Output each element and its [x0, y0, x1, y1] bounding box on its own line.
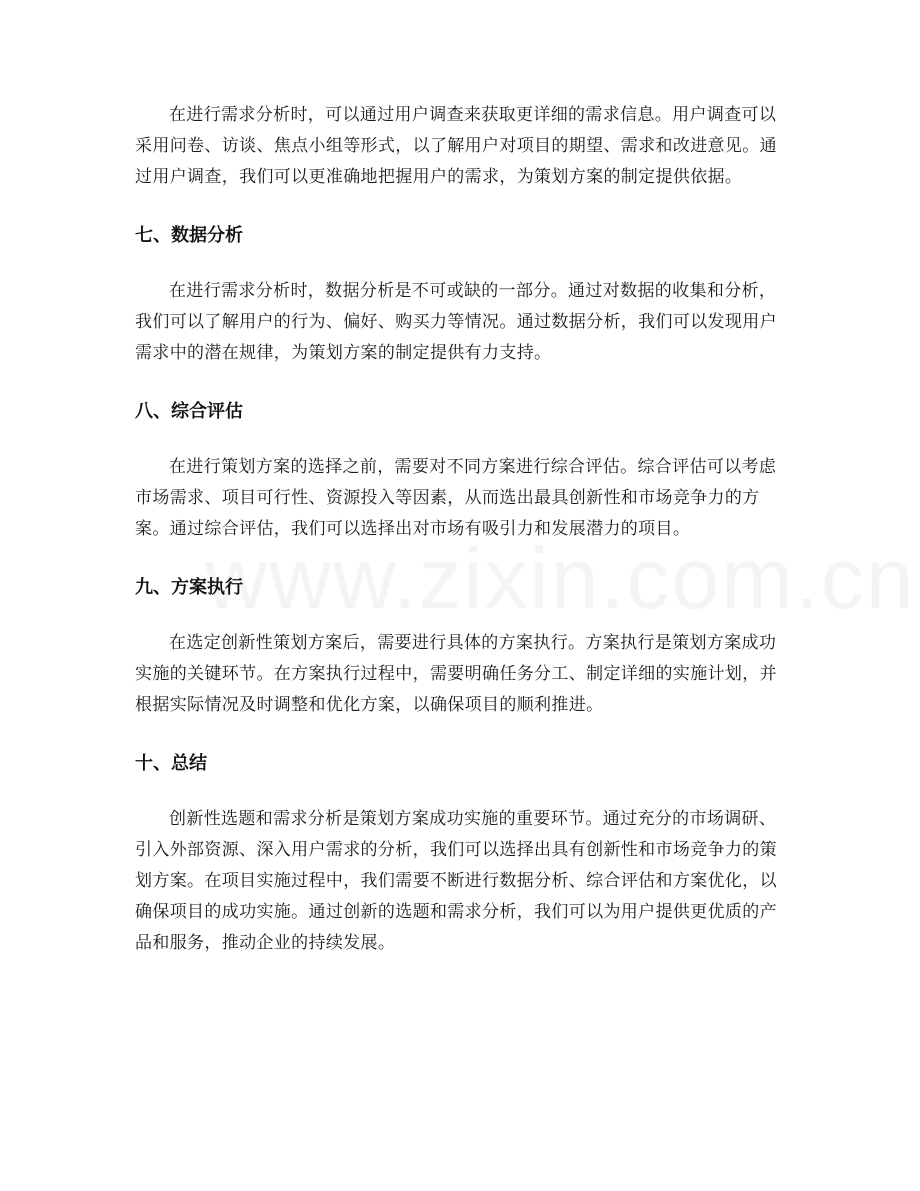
spacer [135, 545, 785, 573]
spacer [135, 251, 785, 276]
spacer [135, 193, 785, 221]
spacer [135, 721, 785, 749]
spacer [135, 427, 785, 452]
spacer [135, 779, 785, 804]
section-heading-evaluation: 八、综合评估 [135, 401, 243, 422]
paragraph-user-survey: 在进行需求分析时，可以通过用户调查来获取更详细的需求信息。用户调查可以采用问卷、访谈、焦点小组等形式，以了解用户对项目的期望、需求和改进意见。通过用户调查，我们可以更准确地把握用户的需求，为策划方案的制定提供依据。 [135, 105, 777, 187]
paragraph-summary: 创新性选题和需求分析是策划方案成功实施的重要环节。通过充分的市场调研、引入外部资源、深入用户需求的分析，我们可以选择出具有创新性和市场竞争力的策划方案。在项目实施过程中，我们需要不断进行数据分析、综合评估和方案优化，以确保项目的成功实施。通过创新的选题和需求分析，我们可以为用户提供更优质的产品和服务，推动企业的持续发展。 [135, 809, 777, 953]
paragraph-execution: 在选定创新性策划方案后，需要进行具体的方案执行。方案执行是策划方案成功实施的关键环节。在方案执行过程中，需要明确任务分工、制定详细的实施计划，并根据实际情况及时调整和优化方案，以确保项目的顺利推进。 [135, 633, 777, 715]
spacer [135, 603, 785, 628]
document-body [135, 100, 785, 959]
section-heading-data-analysis: 七、数据分析 [135, 225, 243, 246]
section-heading-execution: 九、方案执行 [135, 577, 243, 598]
paragraph-evaluation: 在进行策划方案的选择之前，需要对不同方案进行综合评估。综合评估可以考虑市场需求、项目可行性、资源投入等因素，从而选出最具创新性和市场竞争力的方案。通过综合评估，我们可以选择出对市场有吸引力和发展潜力的项目。 [135, 457, 777, 539]
paragraph-data-analysis: 在进行需求分析时，数据分析是不可或缺的一部分。通过对数据的收集和分析，我们可以了解用户的行为、偏好、购买力等情况。通过数据分析，我们可以发现用户需求中的潜在规律，为策划方案的制定提供有力支持。 [135, 281, 777, 363]
spacer [135, 369, 785, 397]
section-heading-summary: 十、总结 [135, 753, 207, 774]
